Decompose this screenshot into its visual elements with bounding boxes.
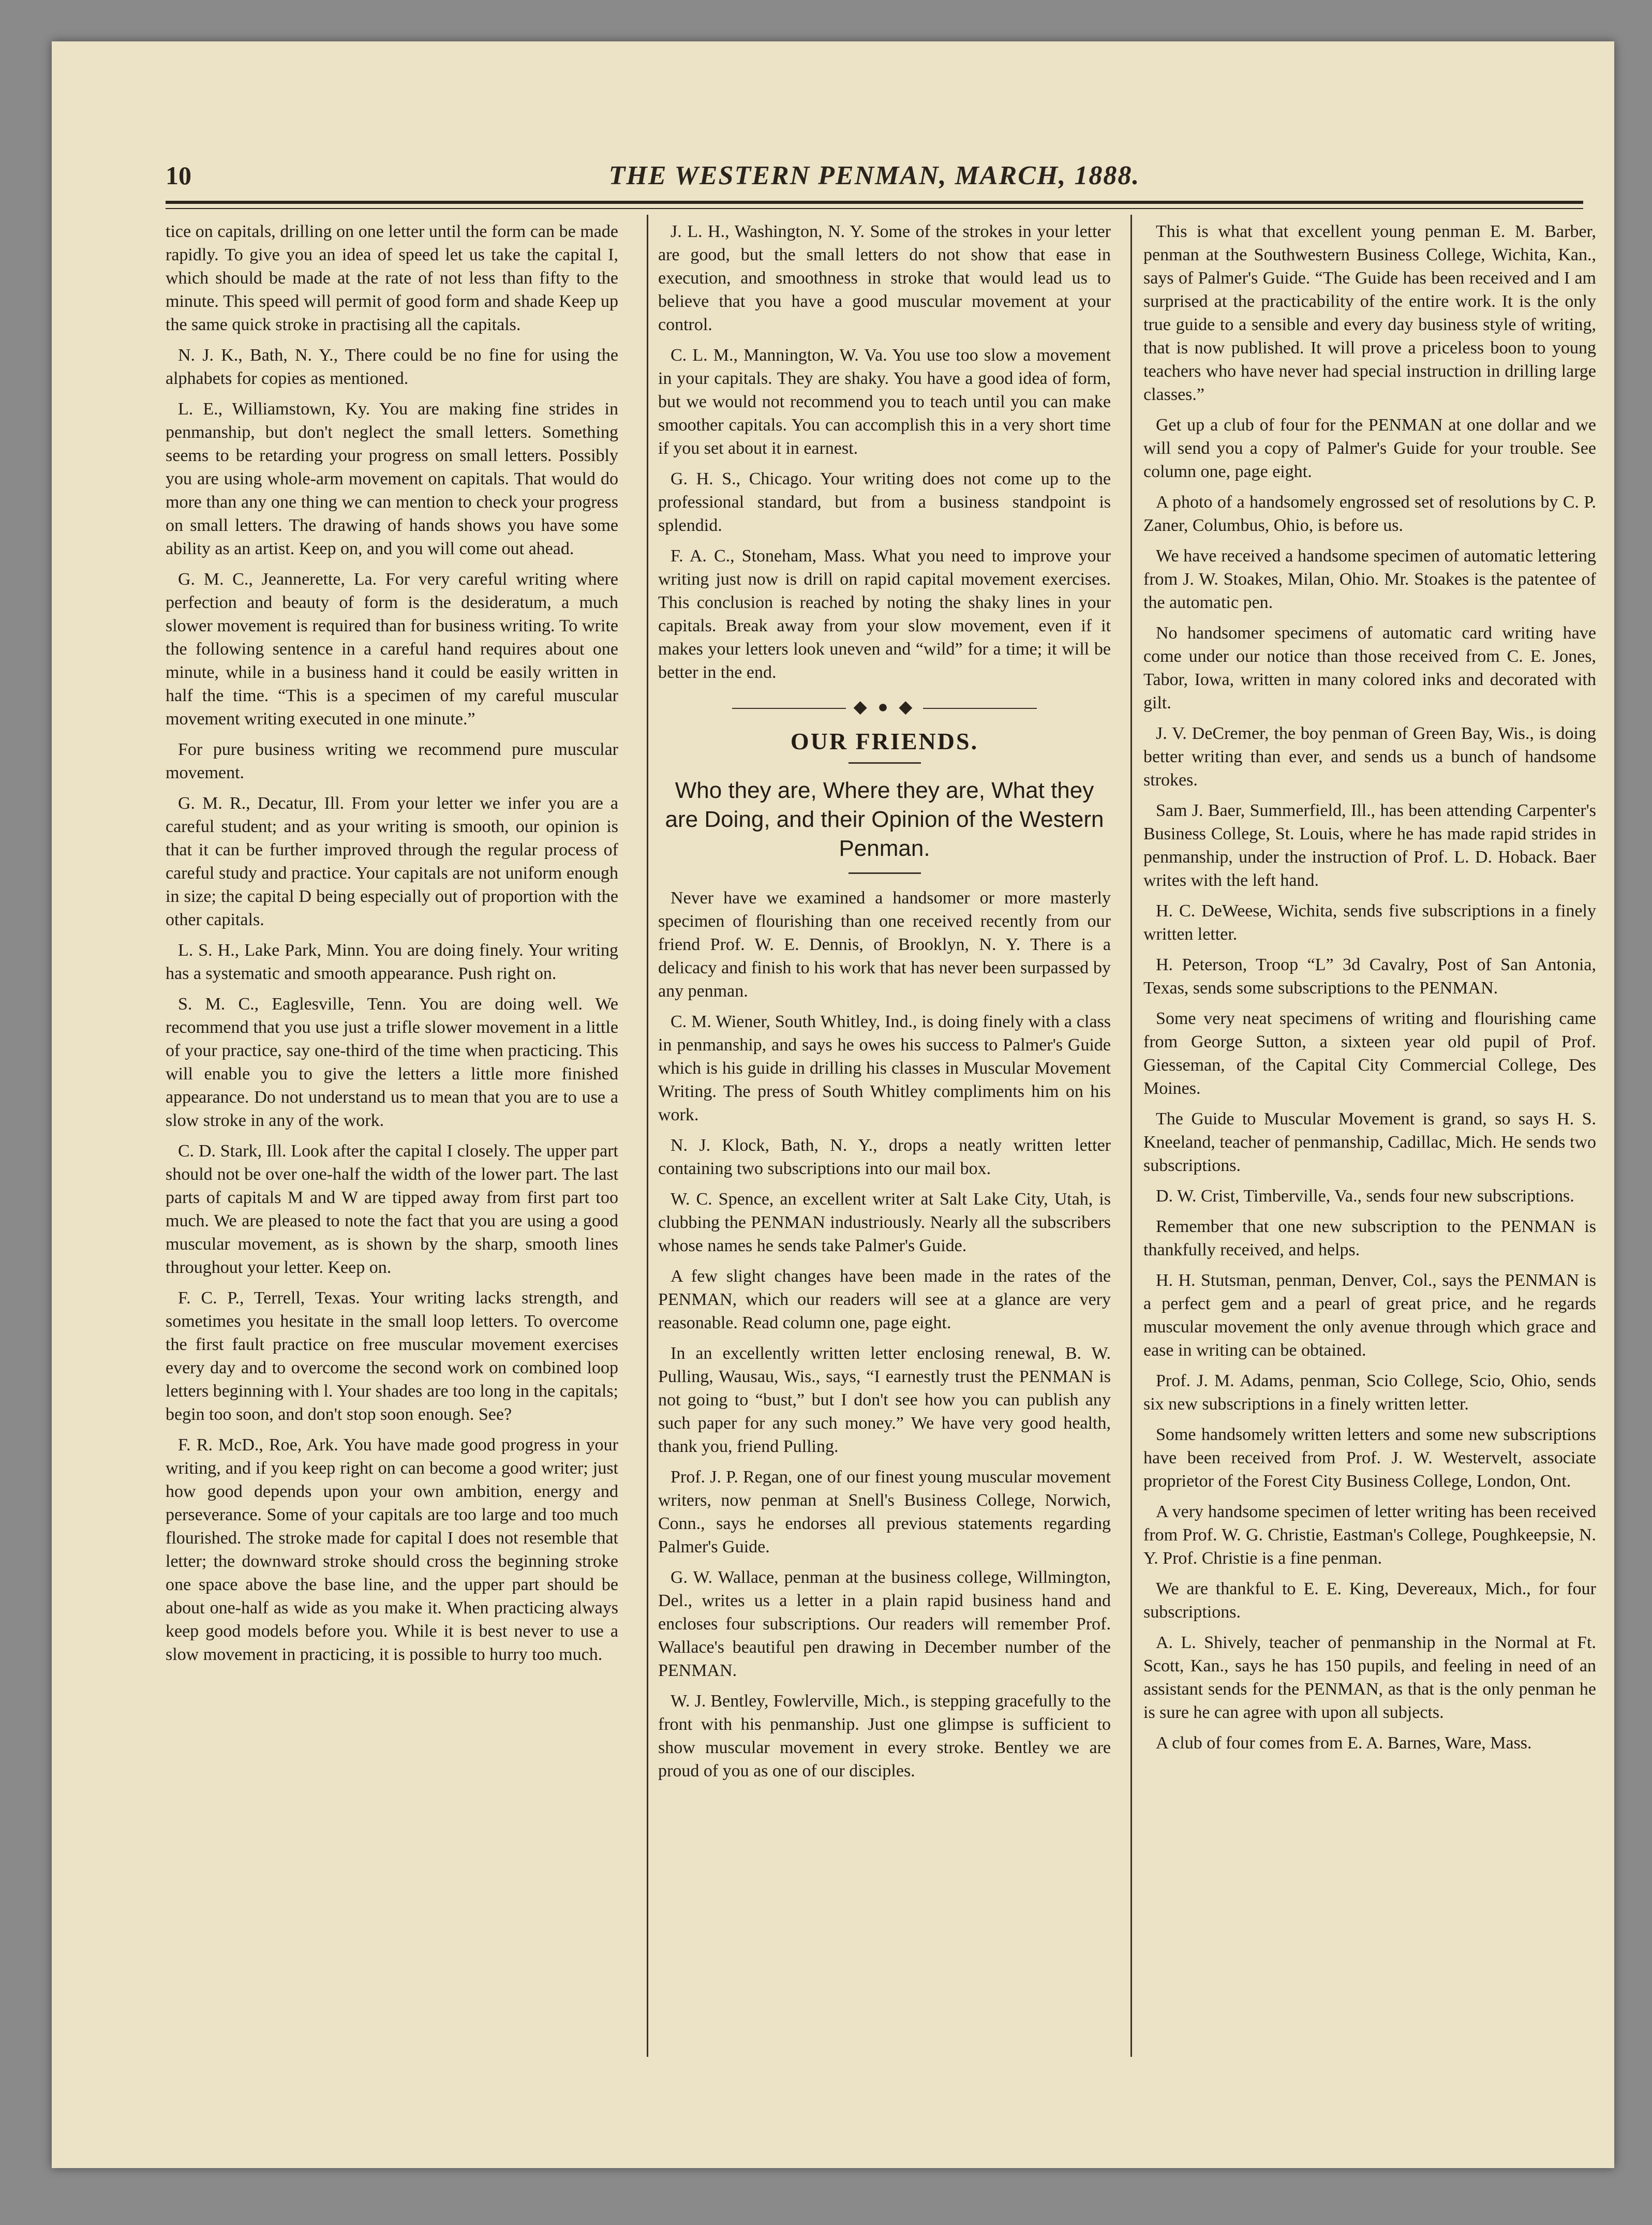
paragraph: In an excellently written letter enclosing renewal, B. W. Pulling, Wausau, Wis., says, “I earnestly trust the PENMAN is not going to “bust,” but I don't see how you can publish any such paper for any such money.” We have very good health, thank you, friend Pulling. [658,1344,1111,1456]
paragraph: A very handsome specimen of letter writing has been received from Prof. W. G. Christie, Eastman's College, Poughkeepsie, N. Y. Prof. Christie is a fine penman. [1143,1502,1596,1568]
paragraph: tice on capitals, drilling on one letter until the form can be made rapidly. To give you an idea of speed let us take the capital I, which should be made at the rate of not less than fifty to the minute. This speed will permit of good form and shade Keep up the same quick stroke in practising all the capitals. [166,222,618,334]
column-1 [166,220,618,2052]
column-divider [1130,215,1132,2057]
column-divider [647,215,648,2057]
paragraph: A photo of a handsomely engrossed set of resolutions by C. P. Zaner, Columbus, Ohio, is before us. [1143,493,1596,535]
masthead-title: THE WESTERN PENMAN, MARCH, 1888. [608,161,1140,190]
paragraph: W. C. Spence, an excellent writer at Salt Lake City, Utah, is clubbing the PENMAN industriously. Nearly all the subscribers whose names he sends take Palmer's Guide. [658,1190,1111,1255]
paragraph: G. M. C., Jeannerette, La. For very careful writing where perfection and beauty of form is the desideratum, a much slower movement is required than for business writing. To write the following sentence in a careful hand requires about one minute, while in a business hand it could be easily written in half the time. “This is a specimen of my careful muscular movement writing executed in one minute.” [166,570,618,729]
paragraph: Some handsomely written letters and some new subscriptions have been received from Prof. J. W. Westervelt, associate proprietor of the Forest City Business College, London, Ont. [1143,1425,1596,1491]
paragraph: C. L. M., Mannington, W. Va. You use too slow a movement in your capitals. They are shaky. You have a good idea of form, but we would not recommend you to teach until you can make smoother capitals. You can accomplish this in a very short time if you set about it in earnest. [658,346,1111,458]
paragraph: C. M. Wiener, South Whitley, Ind., is doing finely with a class in penmanship, and says he owes his success to Palmer's Guide which is his guide in drilling his classes in Muscular Movement Writing. The press of South Whitley compliments him on his work. [658,1012,1111,1124]
newspaper-page [52,41,1614,2168]
paragraph: Remember that one new subscription to the PENMAN is thankfully received, and helps. [1143,1217,1596,1259]
column-3 [1143,220,1596,2052]
paragraph: A. L. Shively, teacher of penmanship in the Normal at Ft. Scott, Kan., says he has 150 pupils, and feeling in need of an assistant sends for the PENMAN, as that is the only penman he is sure he can agree with upon all subjects. [1143,1633,1596,1722]
paragraph: Get up a club of four for the PENMAN at one dollar and we will send you a copy of Palmer's Guide for your trouble. See column one, page eight. [1143,416,1596,481]
header-rule [166,201,1583,204]
section-title: OUR FRIENDS. [790,728,979,754]
paragraph: Prof. J. M. Adams, penman, Scio College, Scio, Ohio, sends six new subscriptions in a finely written letter. [1143,1371,1596,1414]
paragraph: Some very neat specimens of writing and flourishing came from George Sutton, a sixteen year old pupil of Prof. Giesseman, of the Capital City Commercial College, Des Moines. [1143,1009,1596,1098]
header-rule-thin [166,208,1583,209]
paragraph: F. A. C., Stoneham, Mass. What you need to improve your writing just now is drill on rapid capital movement exercises. This conclusion is reached by noting the shaky lines in your capitals. Break away from your slow movement, even if it makes your letters look uneven and “wild” for a time; it will be better in the end. [658,546,1111,682]
section-rule [849,872,921,874]
section-subtitle: Who they are, Where they are, What they are Doing, and their Opinion of the Western Penman. [665,778,1104,861]
paragraph: N. J. K., Bath, N. Y., There could be no fine for using the alphabets for copies as mentioned. [166,346,618,388]
paragraph: Never have we examined a handsomer or more masterly specimen of flourishing than one received recently from our friend Prof. W. E. Dennis, of Brooklyn, N. Y. There is a delicacy and finish to his work that has never been surpassed by any penman. [658,888,1111,1001]
paragraph: H. Peterson, Troop “L” 3d Cavalry, Post of San Antonia, Texas, sends some subscriptions to the PENMAN. [1143,955,1596,998]
section-rule [849,762,921,764]
page-number: 10 [166,161,191,190]
column-2 [658,220,1111,2052]
paragraph: W. J. Bentley, Fowlerville, Mich., is stepping gracefully to the front with his penmanship. Just one glimpse is sufficient to show muscular movement in every stroke. Bentley we are proud of you as one of our disciples. [658,1692,1111,1781]
paragraph: Sam J. Baer, Summerfield, Ill., has been attending Carpenter's Business College, St. Louis, where he has made rapid strides in penmanship, under the instruction of Prof. L. D. Hoback. Baer writes with the left hand. [1143,801,1596,890]
paragraph: We are thankful to E. E. King, Devereaux, Mich., for four subscriptions. [1143,1579,1596,1622]
paragraph: We have received a handsome specimen of automatic lettering from J. W. Stoakes, Milan, Ohio. Mr. Stoakes is the patentee of the automatic pen. [1143,546,1596,612]
paragraph: No handsomer specimens of automatic card writing have come under our notice than those received from C. E. Jones, Tabor, Iowa, written in many colored inks and decorated with gilt. [1143,624,1596,713]
paragraph: G. M. R., Decatur, Ill. From your letter we infer you are a careful student; and as your writing is smooth, our opinion is that it can be further improved through the regular process of careful study and practice. Your capitals are not uniform enough in size; the capital D being especially out of proportion with the other capitals. [166,794,618,929]
paragraph: For pure business writing we recommend pure muscular movement. [166,740,618,782]
paragraph: A few slight changes have been made in the rates of the PENMAN, which our readers will see at a glance are very reasonable. Read column one, page eight. [658,1267,1111,1332]
paragraph: The Guide to Muscular Movement is grand, so says H. S. Kneeland, teacher of penmanship, Cadillac, Mich. He sends two subscriptions. [1143,1109,1596,1175]
paragraph: H. H. Stutsman, penman, Denver, Col., says the PENMAN is a perfect gem and a pearl of great price, and he regards muscular movement the only avenue through which grace and ease in writing can be obtained. [1143,1271,1596,1360]
paragraph: Prof. J. P. Regan, one of our finest young muscular movement writers, now penman at Snell's Business College, Norwich, Conn., says he endorses all previous statements regarding Palmer's Guide. [658,1467,1111,1556]
paragraph: L. E., Williamstown, Ky. You are making fine strides in penmanship, but don't neglect the small letters. Something seems to be retarding your progress on small letters. Possibly you are using whole-arm movement on capitals. That would do more than any one thing we can mention to check your progress on small letters. The drawing of hands shows you have some ability as an artist. Keep on, and you will come out ahead. [166,399,618,558]
paragraph: J. L. H., Washington, N. Y. Some of the strokes in your letter are good, but the small letters do not show that ease in execution, and smoothness in stroke that would lead us to believe that you have a good muscular movement at your control. [658,222,1111,334]
paragraph: G. W. Wallace, penman at the business college, Willmington, Del., writes us a letter in a plain rapid business hand and encloses four subscriptions. Our readers will remember Prof. Wallace's beautiful pen drawing in December number of the PENMAN. [658,1568,1111,1680]
paragraph: This is what that excellent young penman E. M. Barber, penman at the Southwestern Business College, Wichita, Kan., says of Palmer's Guide. “The Guide has been received and I am surprised at the practicability of the entire work. It is the only true guide to a sensible and every day business style of writing, that is now published. It will prove a priceless boon to young teachers who have never had special instruction in drilling large classes.” [1143,222,1596,404]
paragraph: F. R. McD., Roe, Ark. You have made good progress in your writing, and if you keep right on can become a good writer; just how good depends upon your own ambition, energy and perseverance. Some of your capitals are too large and too much flourished. The stroke made for capital I does not resemble that letter; the downward stroke should cross the beginning stroke one space above the base line, and the upper part should be about one-half as wide as you make it. When practicing always keep good models before you. While it is best never to use a slow movement in practicing, it is possible to hurry too much. [166,1435,618,1664]
paragraph: D. W. Crist, Timberville, Va., sends four new subscriptions. [1156,1186,1574,1206]
paragraph: J. V. DeCremer, the boy penman of Green Bay, Wis., is doing better writing than ever, and sends us a bunch of handsome strokes. [1143,724,1596,790]
paragraph: N. J. Klock, Bath, N. Y., drops a neatly written letter containing two subscriptions into our mail box. [658,1136,1111,1178]
paragraph: L. S. H., Lake Park, Minn. You are doing finely. Your writing has a systematic and smooth appearance. Push right on. [166,941,618,983]
paragraph: H. C. DeWeese, Wichita, sends five subscriptions in a finely written letter. [1143,901,1596,944]
paragraph: S. M. C., Eaglesville, Tenn. You are doing well. We recommend that you use just a trifle slower movement in a little of your practice, say one-third of the time when practicing. This will enable you to give the letters a little more finished appearance. Do not understand us to mean that you are to use a slow stroke in any of the work. [166,995,618,1130]
paragraph: A club of four comes from E. A. Barnes, Ware, Mass. [1156,1733,1532,1753]
page-header [166,155,1583,207]
ornament-divider: ◆ ● ◆ [658,696,1111,717]
paragraph: F. C. P., Terrell, Texas. Your writing lacks strength, and sometimes you hesitate in the small loop letters. To overcome the first fault practice on free muscular movement exercises every day and to overcome the second work on combined loop letters beginning with l. Your shades are too long in the capitals; begin too soon, and don't stop soon enough. See? [166,1288,618,1424]
paragraph: C. D. Stark, Ill. Look after the capital I closely. The upper part should not be over one-half the width of the lower part. The last parts of capitals M and W are tipped away from first part too much. We are pleased to note the fact that you are using a good muscular movement, as is shown by the sharp, smooth lines throughout your letter. Keep on. [166,1141,618,1277]
paragraph: G. H. S., Chicago. Your writing does not come up to the professional standard, but from a business standpoint is splendid. [658,469,1111,535]
